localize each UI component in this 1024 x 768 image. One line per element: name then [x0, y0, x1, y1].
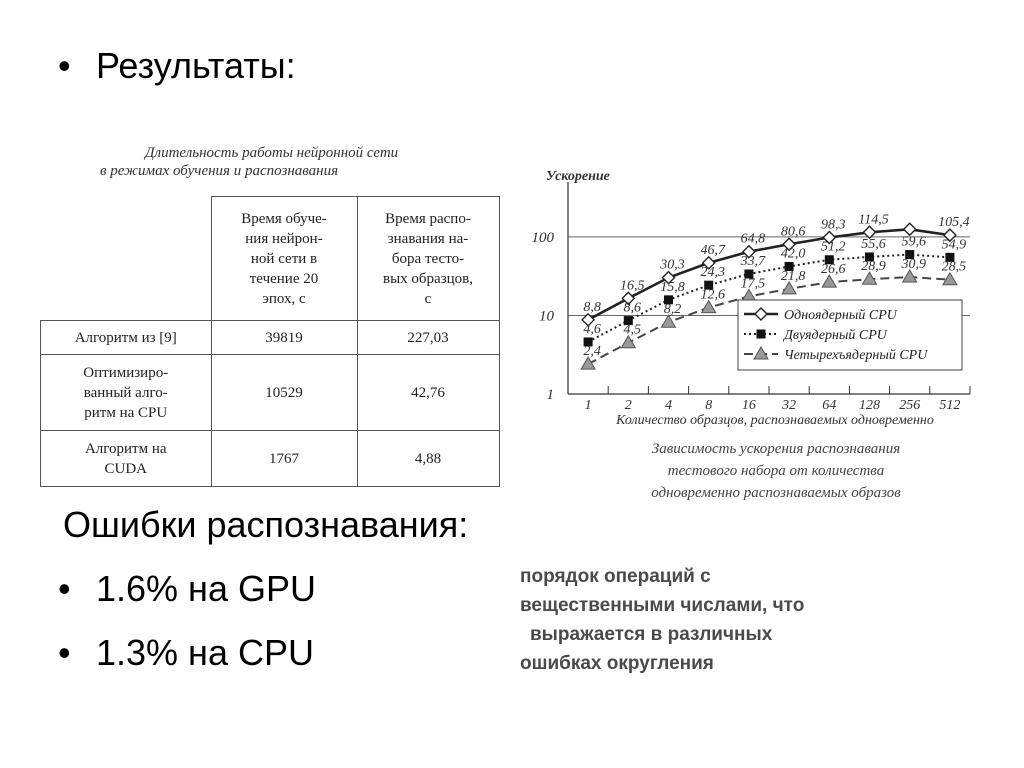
table-row [41, 355, 500, 431]
data-label: 28,9 [861, 259, 886, 275]
note-line: выражается в различных [530, 624, 773, 645]
chart-caption [596, 438, 956, 504]
data-point [904, 223, 916, 235]
data-label: 51,2 [821, 239, 846, 255]
note-line: вещественными числами, что [520, 595, 805, 616]
data-label: 59,6 [901, 234, 926, 250]
data-label: 4,5 [623, 322, 642, 338]
data-label: 8,8 [583, 299, 601, 315]
legend-entry: Четырехъядерный CPU [784, 348, 928, 363]
title-bullet [58, 46, 296, 86]
data-label: 80,6 [780, 224, 806, 240]
data-label: 4,6 [583, 321, 601, 337]
data-label: 30,3 [660, 257, 685, 273]
gpu-error-text: 1.6% на GPU [96, 568, 316, 609]
slide-title: Результаты: [96, 45, 296, 86]
table-cell: 10529 [211, 355, 357, 431]
data-label: 21,8 [780, 268, 806, 284]
cpu-error-text: 1.3% на CPU [96, 632, 314, 673]
x-tick-label: 8 [705, 398, 713, 413]
x-tick-label: 256 [899, 398, 921, 413]
table-corner-cell [41, 197, 212, 321]
data-label: 16,5 [620, 278, 645, 294]
x-axis-label: Количество образцов, распознаваемых одновременно [616, 413, 934, 428]
data-label: 28,5 [941, 259, 967, 275]
data-label: 15,8 [660, 279, 685, 295]
legend-marker [757, 330, 766, 339]
y-axis-label: Ускорение [546, 169, 610, 184]
table-header-row [41, 197, 500, 321]
x-tick-label: 128 [859, 398, 880, 413]
bullet-glyph: • [58, 632, 71, 673]
table-cell: Алгоритм на CUDA [41, 431, 212, 487]
y-tick-label: 100 [531, 229, 554, 246]
rounding-note [520, 562, 804, 678]
table-cell: 227,03 [357, 321, 499, 355]
x-tick-label: 16 [741, 398, 756, 413]
table-cell: 39819 [211, 321, 357, 355]
table-cell: 4,88 [357, 431, 499, 487]
data-label: 46,7 [700, 242, 725, 258]
y-tick-label: 10 [539, 308, 554, 325]
table-cell: Алгоритм из [9] [41, 321, 212, 355]
data-label: 24,3 [700, 265, 725, 281]
data-label: 8,6 [623, 300, 642, 316]
data-label: 54,9 [941, 237, 967, 253]
x-tick-label: 2 [624, 398, 632, 413]
data-label: 12,6 [700, 287, 725, 303]
data-label: 30,9 [901, 256, 926, 272]
data-label: 2,4 [583, 344, 601, 360]
data-label: 17,5 [740, 276, 766, 292]
x-tick-label: 1 [584, 398, 592, 413]
legend-entry: Одноядерный CPU [784, 308, 897, 323]
x-tick-label: 64 [822, 398, 837, 413]
gpu-error-bullet [58, 569, 316, 609]
data-label: 98,3 [821, 217, 846, 233]
data-label: 64,8 [740, 231, 766, 247]
data-label: 114,5 [858, 212, 889, 228]
data-label: 26,6 [821, 262, 846, 278]
table-caption-line: Длительность работы нейронной сети [145, 145, 399, 161]
data-label: 55,6 [861, 236, 886, 252]
table-cell: 42,76 [357, 355, 499, 431]
note-line: порядок операций с [520, 566, 711, 587]
y-tick-label: 1 [546, 387, 554, 403]
x-tick-label: 512 [939, 398, 961, 413]
table-cell: 1767 [211, 431, 357, 487]
data-label: 105,4 [938, 215, 970, 231]
bullet-glyph: • [58, 568, 71, 609]
table-row [41, 431, 500, 487]
chart-caption-line: одновременно распознаваемых образов [651, 485, 901, 501]
legend-entry: Двуядерный CPU [784, 328, 887, 343]
speedup-chart [530, 160, 980, 430]
note-line: ошибках округления [520, 653, 714, 674]
table-header-cell: Время распо- знавания на- бора тесто- вых образцов, с [357, 197, 499, 321]
table-cell: Оптимизиро- ванный алго- ритм на CPU [41, 355, 212, 431]
data-label: 33,7 [740, 254, 766, 270]
timing-table [40, 196, 500, 487]
table-row [41, 321, 500, 355]
table-header-cell: Время обуче- ния нейрон- ной сети в течение 20 эпох, с [211, 197, 357, 321]
data-label: 8,2 [663, 302, 682, 318]
chart-caption-line: тестового набора от количества [667, 463, 885, 479]
x-tick-label: 32 [782, 398, 797, 413]
errors-heading: Ошибки распознавания: [63, 504, 469, 545]
data-label: 42,0 [780, 246, 806, 262]
chart-caption-line: Зависимость ускорения распознавания [651, 441, 901, 457]
cpu-error-bullet [58, 633, 314, 673]
table-caption-line: в режимах обучения и распознавания [100, 163, 339, 179]
x-tick-label: 4 [665, 398, 672, 413]
bullet-glyph: • [58, 45, 71, 86]
table-caption [100, 144, 500, 180]
